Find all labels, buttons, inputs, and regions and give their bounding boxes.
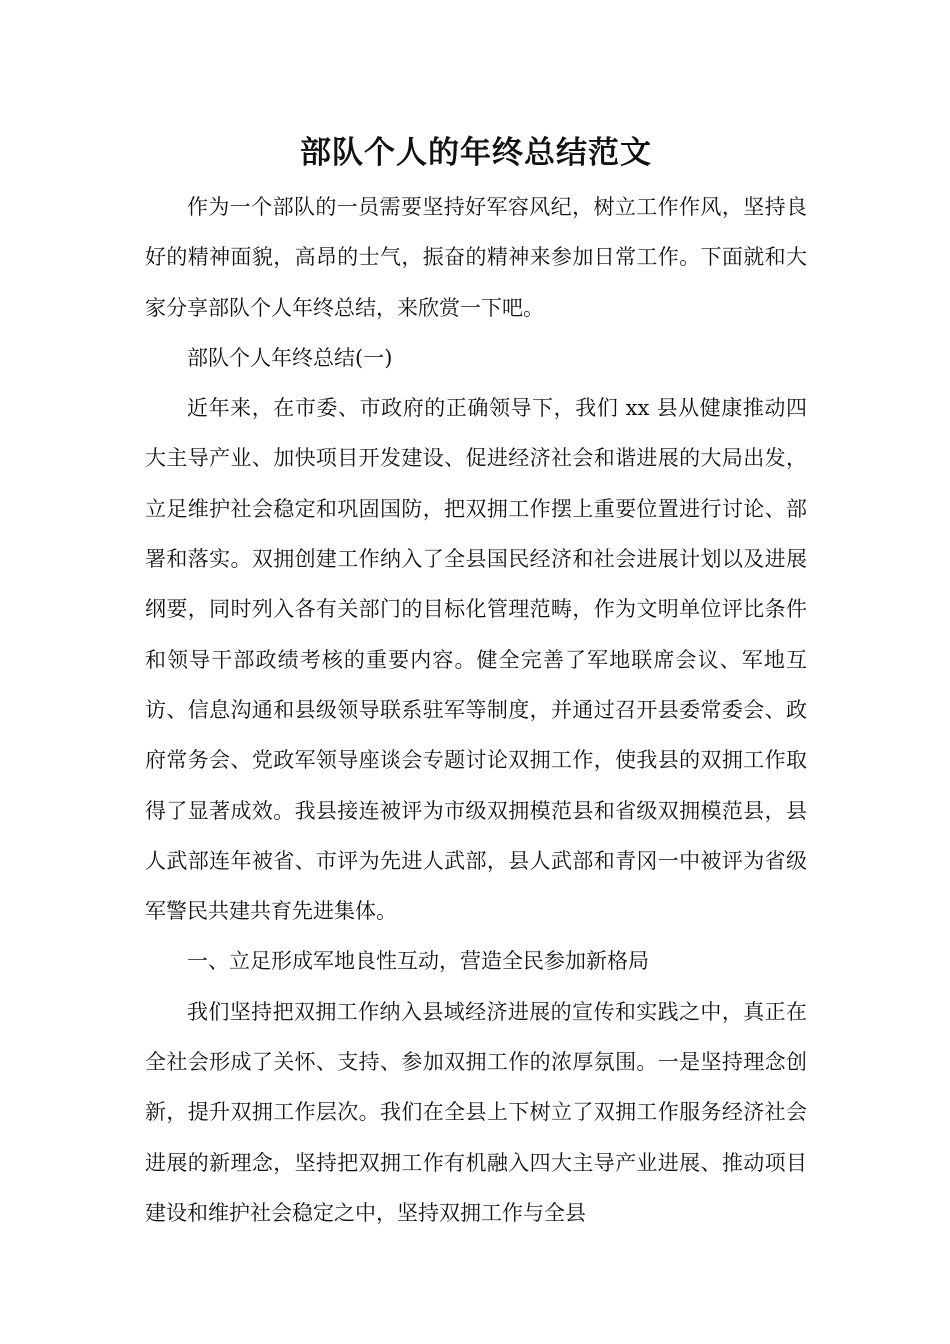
document-title: 部队个人的年终总结范文 <box>300 135 652 171</box>
body-paragraph-overview: 近年来，在市委、市政府的正确领导下，我们 xx 县从健康推动四大主导产业、加快项目开发建设、促进经济社会和谐进展的大局出发，立足维护社会稳定和巩固国防，把双拥工作摆上重要位置进行讨论、部署和落实。双拥创建工作纳入了全县国民经济和社会进展计划以及进展纲要，同时列入各有关部门的目标化管理范畴，作为文明单位评比条件和领导干部政绩考核的重要内容。健全完善了军地联席会议、军地互访、信息沟通和县级领导联系驻军等制度，并通过召开县委常委会、政府常务会、党政军领导座谈会专题讨论双拥工作，使我县的双拥工作取得了显著成效。我县接连被评为市级双拥模范县和省级双拥模范县，县人武部连年被省、市评为先进人武部，县人武部和青冈一中被评为省级军警民共建共育先进集体。 <box>145 396 807 924</box>
body-paragraph-section-one: 我们坚持把双拥工作纳入县域经济进展的宣传和实践之中，真正在全社会形成了关怀、支持、参加双拥工作的浓厚氛围。一是坚持理念创新，提升双拥工作层次。我们在全县上下树立了双拥工作服务经济社会进展的新理念，坚持把双拥工作有机融入四大主导产业进展、推动项目建设和维护社会稳定之中，坚持双拥工作与全县 <box>145 999 807 1225</box>
intro-paragraph: 作为一个部队的一员需要坚持好军容风纪，树立工作作风，坚持良好的精神面貌，高昂的士气，振奋的精神来参加日常工作。下面就和大家分享部队个人年终总结，来欣赏一下吧。 <box>145 195 807 320</box>
section-heading-one: 一、立足形成军地良性互动，营造全民参加新格局 <box>187 949 649 974</box>
section-heading-summary-one: 部队个人年终总结(一) <box>187 345 393 370</box>
